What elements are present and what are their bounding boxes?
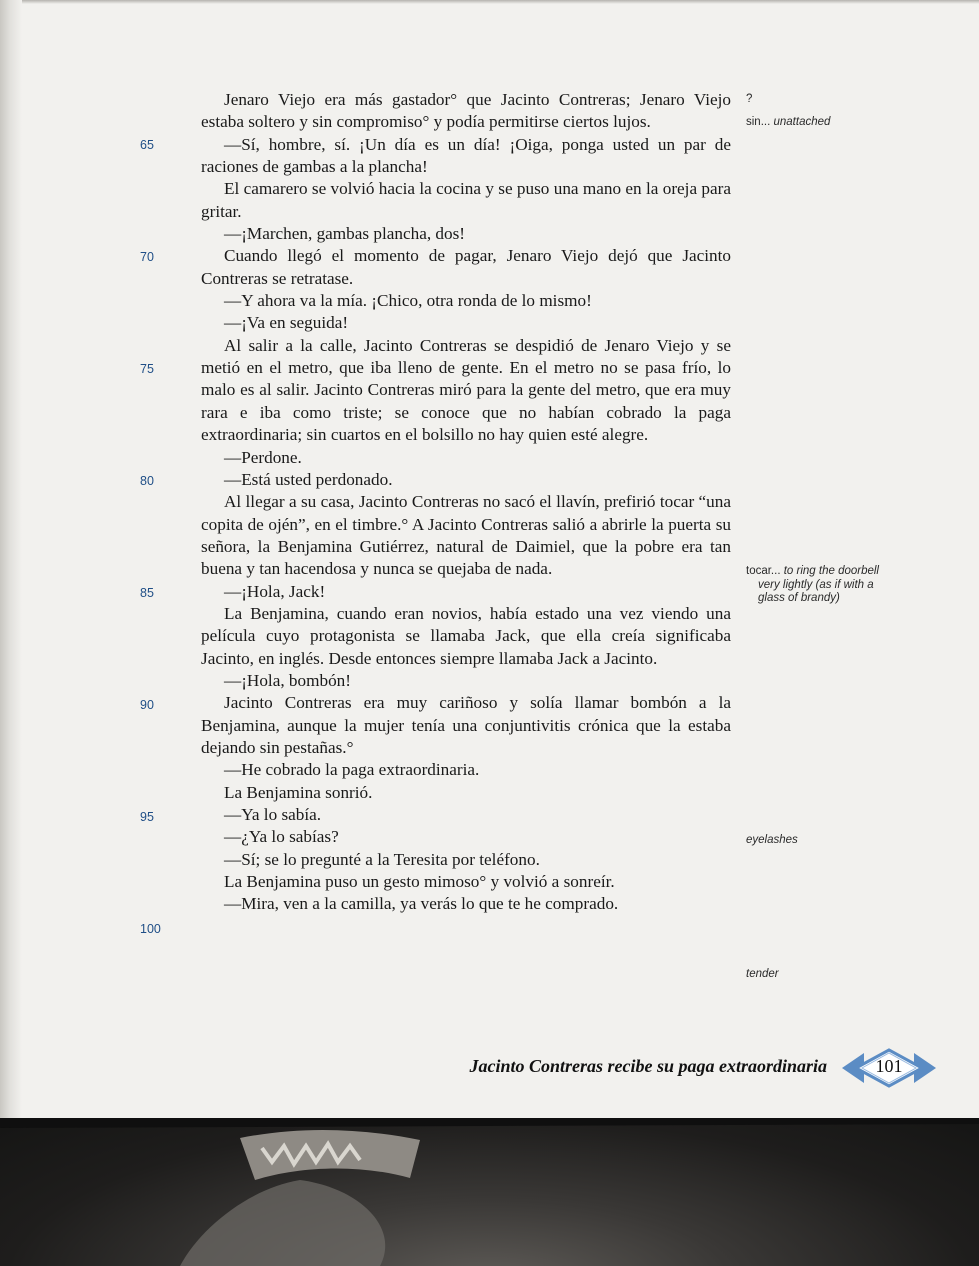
- paragraph: La Benjamina, cuando eran novios, había estado una vez viendo una película cuyo protagonista se llamaba Jack, que ella creía significaba Jacinto, en inglés. Desde entonces siempre llamaba Jack a Jacinto.: [201, 603, 731, 668]
- page-number: 101: [875, 1056, 903, 1076]
- paragraph: Al salir a la calle, Jacinto Contreras se despidió de Jenaro Viejo y se metió en el metro, que iba lleno de gente. En el metro no se pasa frío, lo malo es al salir. Jacinto Contreras miró para la gente del metro, que era muy rara e iba como triste; se conoce que no habían cobrado la paga extraordinaria; sin cuartos en el bolsillo no hay quien esté alegre.: [201, 335, 731, 445]
- background-photo-edge: [0, 1118, 979, 1266]
- paragraph: —¡Va en seguida!: [224, 313, 349, 333]
- story-text: [201, 89, 731, 916]
- line-number: 95: [140, 810, 154, 824]
- paragraph: Al llegar a su casa, Jacinto Contreras no sacó el llavín, prefirió tocar “una copita de ojén”, en el timbre.° A Jacinto Contreras salió a abrirle la puerta su señora, la Benjamina Gutiérrez, natural de Daimiel, que la pobre era tan buena y tan hacendosa y nunca se quejaba de nada.: [201, 492, 731, 579]
- paragraph: Jenaro Viejo era más gastador° que Jacinto Contreras; Jenaro Viejo estaba soltero y sin compromiso° y podía permitirse ciertos lujos.: [201, 90, 731, 132]
- bracelet-photo-icon: [0, 1118, 979, 1266]
- line-number: 65: [140, 138, 154, 152]
- gloss-sin-compromiso: [746, 116, 921, 130]
- gloss-definition: to ring the doorbell: [783, 565, 879, 577]
- gloss-definition: very lightly (as if with a: [758, 578, 874, 591]
- paragraph: Cuando llegó el momento de pagar, Jenaro Viejo dejó que Jacinto Contreras se retratase.: [201, 246, 731, 288]
- running-footer-title: Jacinto Contreras recibe su paga extraordinaria: [469, 1056, 827, 1076]
- gloss-tocar: [746, 565, 921, 606]
- paragraph: —Ya lo sabía.: [224, 805, 322, 824]
- gloss-definition: glass of brandy): [758, 592, 840, 604]
- paragraph: —¡Hola, bombón!: [224, 670, 351, 690]
- line-number: 90: [140, 698, 154, 712]
- paragraph: —¡Marchen, gambas plancha, dos!: [224, 224, 466, 244]
- book-gutter: [0, 0, 22, 1120]
- paragraph: —¡Hola, Jack!: [224, 581, 326, 601]
- gloss-definition: tender: [746, 968, 779, 980]
- gloss-mimoso: [746, 968, 921, 982]
- paragraph: —Perdone.: [224, 447, 302, 467]
- gloss-gastador: [746, 93, 921, 107]
- line-number: 85: [140, 586, 154, 600]
- gloss-definition: eyelashes: [746, 834, 798, 846]
- line-number: 80: [140, 474, 154, 488]
- line-numbers: [140, 0, 180, 1000]
- paragraph: La Benjamina puso un gesto mimoso° y volvió a sonreír.: [224, 872, 615, 892]
- paragraph: —Y ahora va la mía. ¡Chico, otra ronda de lo mismo!: [224, 291, 592, 311]
- paragraph: —He cobrado la paga extraordinaria.: [224, 760, 480, 780]
- paragraph: El camarero se volvió hacia la cocina y se puso una mano en la oreja para gritar.: [201, 179, 731, 221]
- gloss-definition: unattached: [773, 116, 831, 128]
- line-number: 100: [140, 922, 161, 936]
- gloss-pestanas: [746, 834, 921, 848]
- gloss-headword: sin...: [746, 116, 771, 128]
- gloss-text: ?: [746, 93, 753, 105]
- paragraph: La Benjamina sonrió.: [224, 782, 373, 802]
- gloss-headword: tocar...: [746, 565, 781, 577]
- line-number: 75: [140, 362, 154, 376]
- paragraph: —Está usted perdonado.: [224, 469, 393, 489]
- paragraph: —Mira, ven a la camilla, ya verás lo que te he comprado.: [224, 894, 619, 914]
- paragraph: Jacinto Contreras era muy cariñoso y solía llamar bombón a la Benjamina, aunque la mujer tenía una conjuntivitis crónica que la estaba dejando sin pestañas.°: [201, 693, 731, 757]
- paragraph: —Sí, hombre, sí. ¡Un día es un día! ¡Oiga, ponga usted un par de raciones de gambas a la plancha!: [201, 134, 731, 177]
- paragraph: —¿Ya lo sabías?: [224, 827, 339, 847]
- line-number: 70: [140, 250, 154, 264]
- paragraph: —Sí; se lo pregunté a la Teresita por teléfono.: [224, 849, 540, 869]
